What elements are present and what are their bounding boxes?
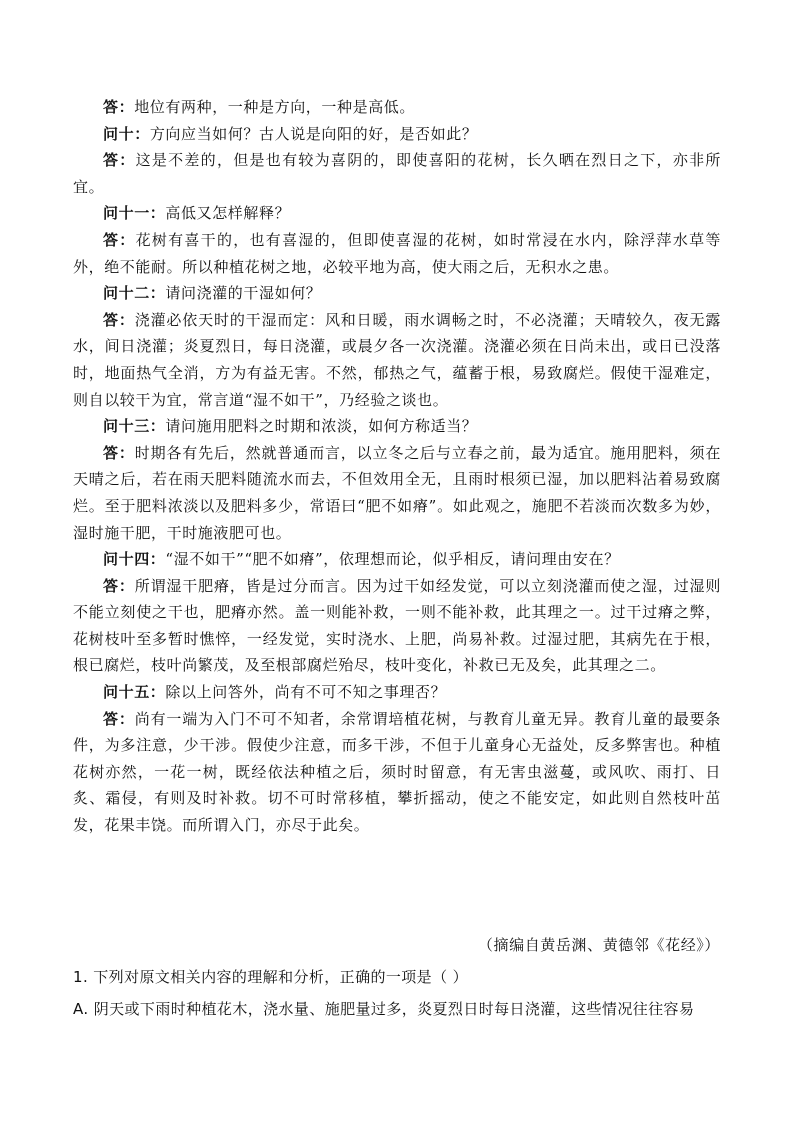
paragraph-text: 尚有一端为入门不可不知者，余常谓培植花树，与教育儿童无异。教育儿童的最要条件，为多注意，少干涉。假使少注意，而多干涉，不但于儿童身心无益处，反多弊害也。种植花树亦然，一花一树，既经依法种植之后，须时时留意，有无害虫滋蔓，或风吹、雨打、日炙、霜侵，有则及时补救。切不可时常移植，攀折摇动，使之不能安定，如此则自然枝叶茁发，花果丰饶。而所谓入门，亦尽于此矣。 (73, 709, 721, 835)
paragraph-label: 答： (103, 98, 135, 116)
paragraph-label: 答： (103, 151, 136, 170)
paragraph-label: 答： (103, 443, 135, 462)
paragraph-label: 问十三： (103, 417, 166, 436)
paragraph (73, 280, 721, 307)
question-stem: 1. 下列对原文相关内容的理解和分析，正确的一项是（ ） (73, 968, 469, 986)
paragraph-text: 所谓湿干肥瘠，皆是过分而言。因为过干如经发觉，可以立刻浇灌而使之湿，过湿则不能立刻使之干也，肥瘠亦然。盖一则能补救，一则不能补救，此其理之一。过干过瘠之弊，花树枝叶至多暂时憔悴，一经发觉，实时浇水、上肥，尚易补救。过湿过肥，其病先在于根，根已腐烂，枝叶尚繁茂，及至根部腐烂殆尽，枝叶变化，补救已无及矣，此其理之二。 (73, 576, 721, 675)
paragraph (73, 679, 721, 706)
source-citation: （摘编自黄岳渊、黄德邻《花经》） (477, 936, 720, 954)
paragraph (73, 147, 721, 200)
paragraph-text: 请问浇灌的干湿如何？ (165, 284, 322, 303)
paragraph-label: 答： (103, 576, 135, 595)
paragraph-label: 问十五： (103, 683, 166, 702)
paragraph-label: 答： (103, 709, 135, 728)
paragraph-text: 时期各有先后，然就普通而言，以立冬之后与立春之前，最为适宜。施用肥料，须在天晴之后，若在雨天肥料随流水而去，不但效用全无，且雨时根须已湿，加以肥料沾着易致腐烂。至于肥料浓淡以及肥料多少，常语曰“肥不如瘠”。如此观之，施肥不若淡而次数多为妙，湿时施干肥，干时施液肥可也。 (73, 443, 721, 542)
paragraph-text: 高低又怎样解释？ (165, 204, 291, 223)
qa-text-block (73, 94, 721, 839)
paragraph (73, 307, 721, 413)
paragraph (73, 573, 721, 679)
paragraph-text: 花树有喜干的，也有喜湿的，但即使喜湿的花树，如时常浸在水内，除浮萍水草等外，绝不能耐。所以种植花树之地，必较平地为高，使大雨之后，无积水之患。 (73, 230, 721, 276)
paragraph-label: 问十二： (103, 284, 166, 303)
paragraph-label: 答： (103, 230, 136, 249)
paragraph-label: 答： (103, 310, 135, 329)
paragraph (73, 200, 721, 227)
paragraph (73, 546, 721, 573)
paragraph-label: 问十四： (103, 550, 166, 569)
paragraph (73, 121, 721, 148)
paragraph-text: 除以上问答外，尚有不可不知之事理否？ (165, 683, 447, 702)
paragraph-text: 请问施用肥料之时期和浓淡，如何方称适当？ (165, 417, 478, 436)
paragraph-text: 地位有两种，一种是方向，一种是高低。 (134, 98, 416, 116)
paragraph (73, 413, 721, 440)
option-a: A. 阴天或下雨时种植花木，浇水量、施肥量过多，炎夏烈日时每日浇灌，这些情况往往容易 (73, 1000, 695, 1018)
paragraph-label: 问十： (103, 124, 150, 143)
paragraph-text: “湿不如干”“肥不如瘠”，依理想而论，似乎相反，请问理由安在？ (165, 550, 620, 569)
paragraph (73, 94, 721, 121)
paragraph (73, 706, 721, 839)
paragraph (73, 227, 721, 280)
paragraph-text: 方向应当如何？古人说是向阳的好，是否如此？ (149, 124, 478, 143)
paragraph-text: 这是不差的，但是也有较为喜阴的，即使喜阳的花树，长久晒在烈日之下，亦非所宜。 (73, 151, 721, 196)
paragraph-label: 问十一： (103, 204, 166, 223)
paragraph (73, 440, 721, 546)
paragraph-text: 浇灌必依天时的干湿而定：风和日暖，雨水调畅之时，不必浇灌；天晴较久，夜无露水，间日浇灌；炎夏烈日，每日浇灌，或晨夕各一次浇灌。浇灌必须在日尚未出，或日已没落时，地面热气全消，方为有益无害。不然，郁热之气，蕴蓄于根，易致腐烂。假使干湿难定，则自以较干为宜，常言道“湿不如干”，乃经验之谈也。 (73, 310, 721, 409)
